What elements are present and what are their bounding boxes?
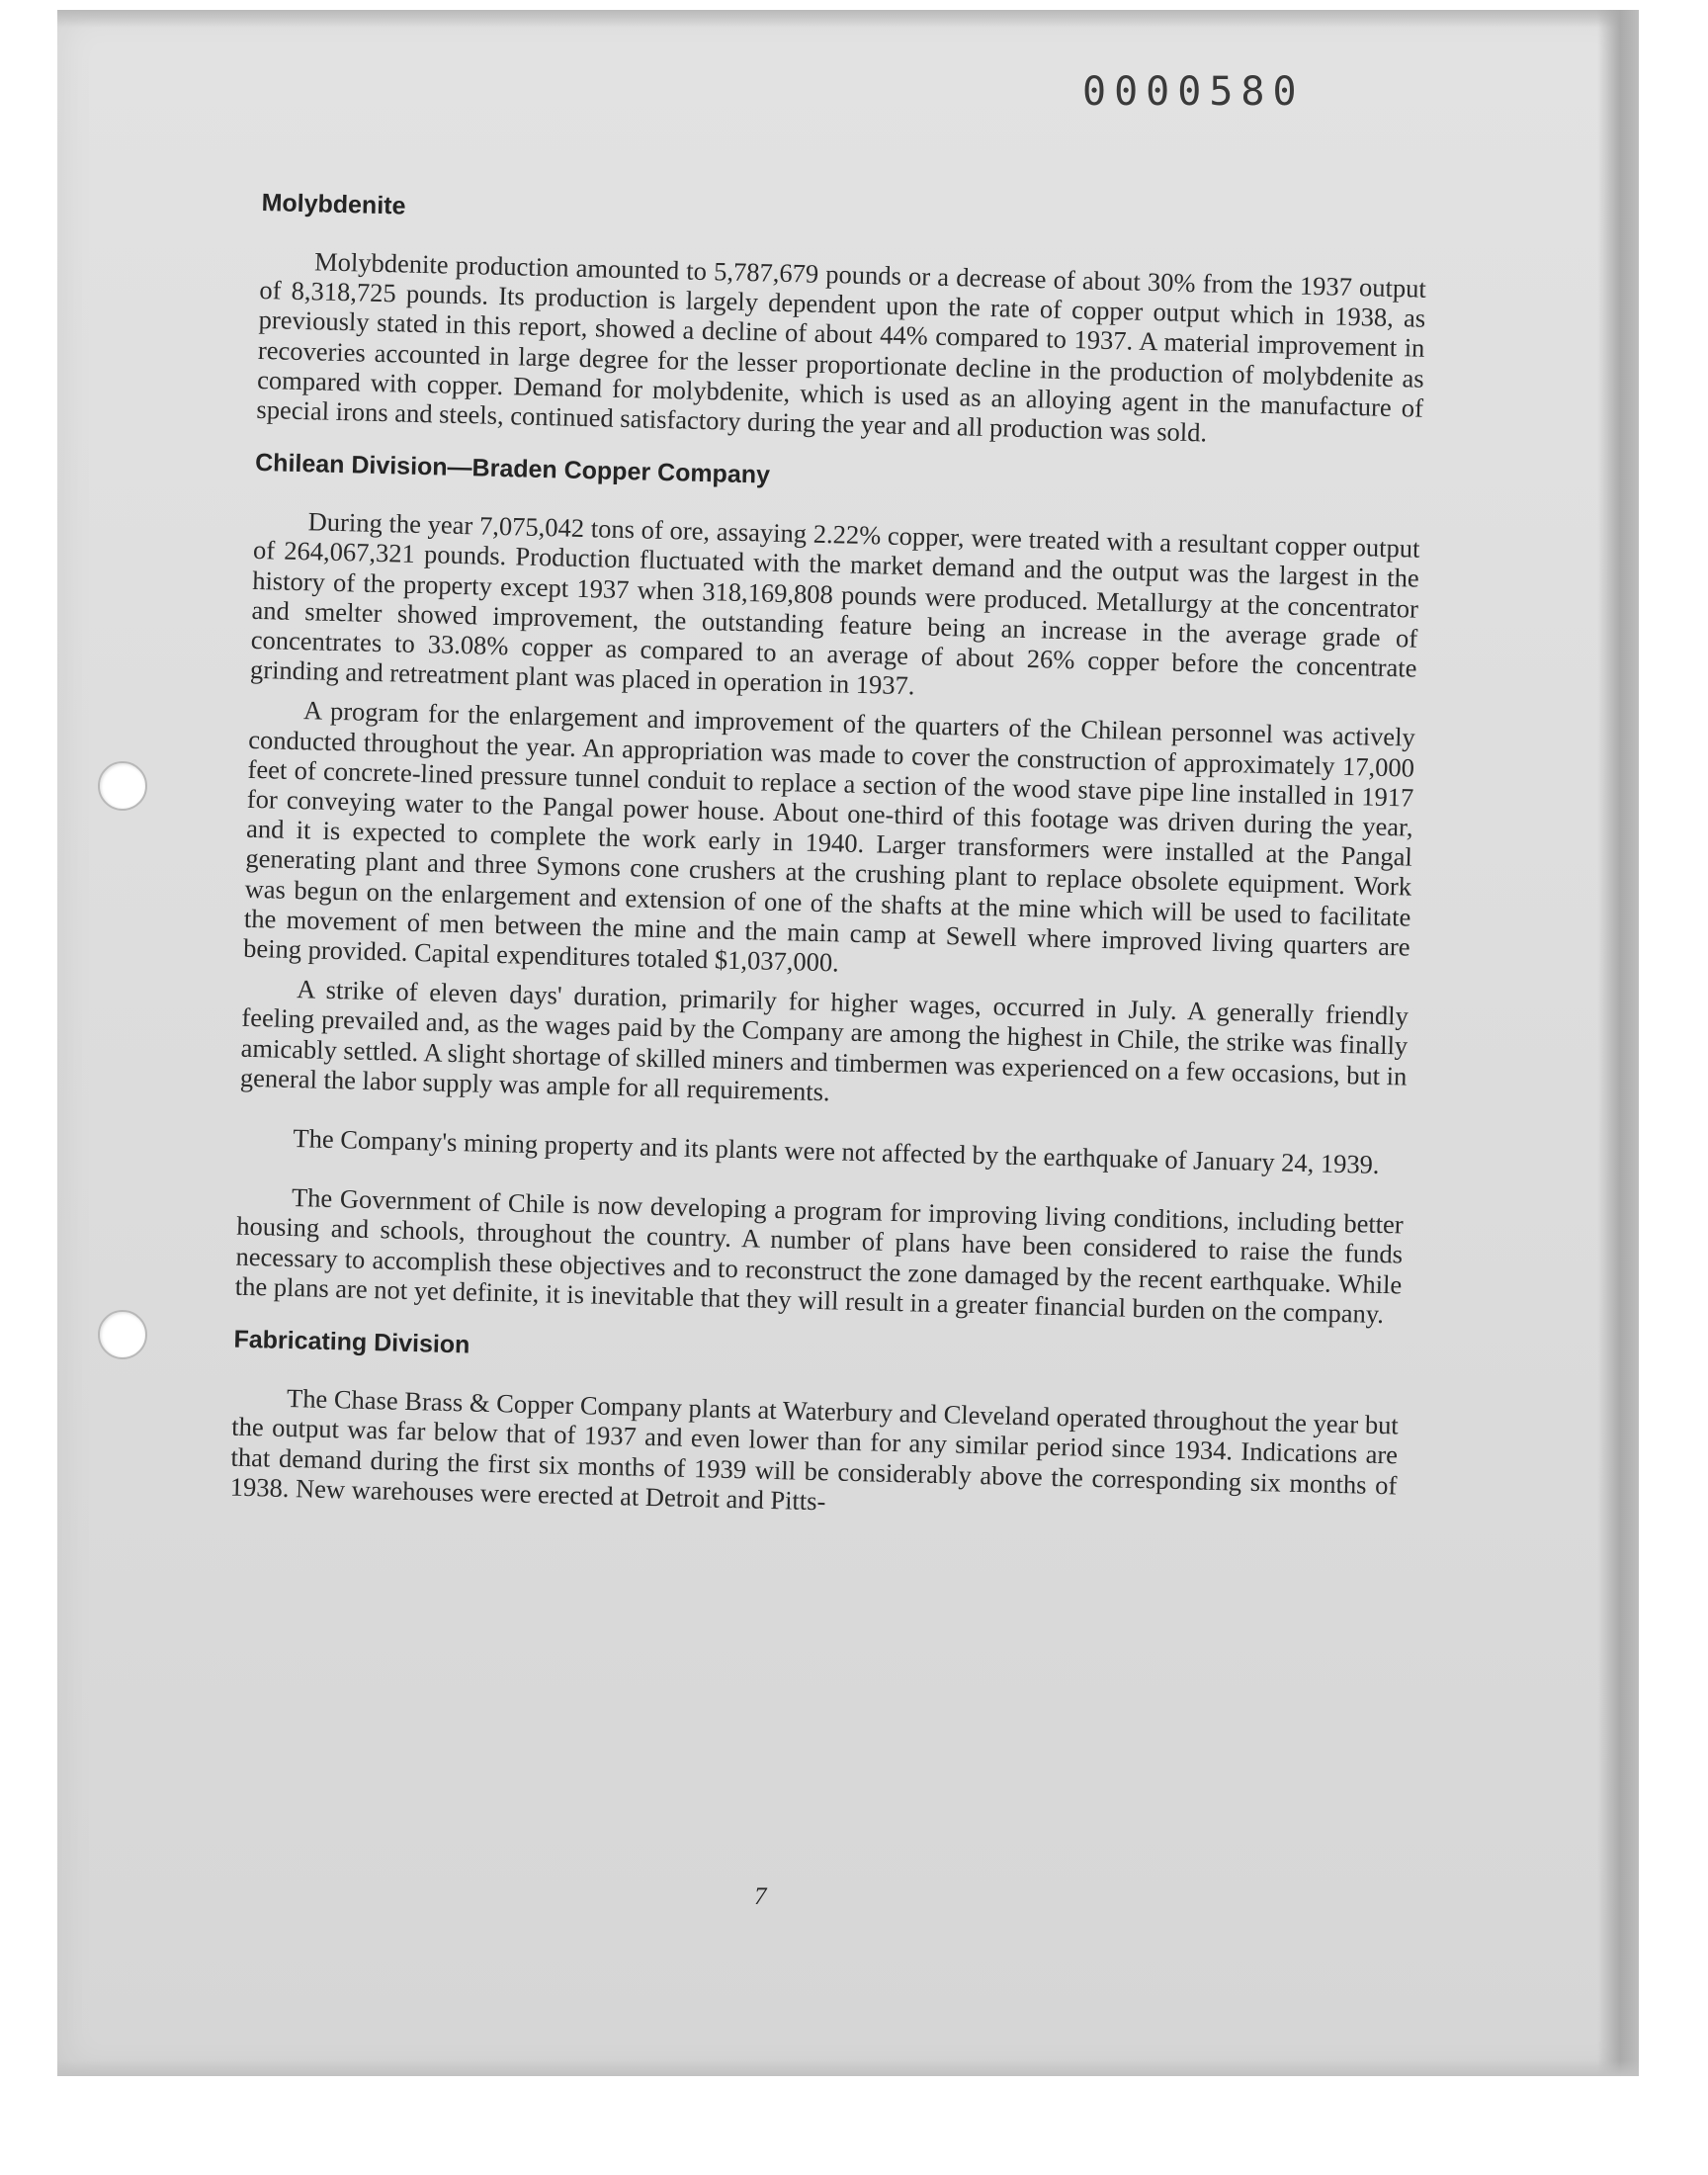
- binder-hole-icon: [98, 1310, 147, 1359]
- section-heading-chilean-division: Chilean Division—Braden Copper Company: [254, 449, 771, 489]
- section-heading-fabricating-division: Fabricating Division: [233, 1325, 470, 1359]
- paragraph: A program for the enlargement and improvement of the quarters of the Chilean personnel was actively conducted throughout the year. An appropriation was made to cover the construction of approximately 17,000 feet of concrete-lined pressure tunnel conduit to replace a section of the wood stave pipe line installed in 1917 for conveying water to the Pangal power house. About one-third of this footage was driven during the year, and it is expected to complete the work early in 1940. Larger transformers were installed at the Pangal generating plant and three Symons cone crushers at the crushing plant to replace obsolete equipment. Work was begun on the enlargement and extension of one of the shafts at the mine which will be used to facilitate the movement of men between the mine and the main camp at Sewell where improved living quarters are being provided. Capital expenditures totaled $1,037,000.: [242, 695, 1416, 978]
- page-body: [230, 188, 1428, 1529]
- paragraph: A strike of eleven days' duration, primarily for higher wages, occurred in July. A generally friendly feeling prevailed and, as the wages paid by the Company are among the highest in Chile, the strike was finally amicably settled. A slight shortage of skilled miners and timbermen was experienced on a few occasions, but in general the labor supply was ample for all requirements.: [239, 974, 1409, 1107]
- page-right-edge-shadow: [1597, 10, 1639, 2076]
- paragraph: The Chase Brass & Copper Company plants at Waterbury and Cleveland operated throughout the year but the output was far below that of 1937 and even lower than for any similar period since 1934. Indications are that demand during the first six months of 1939 will be considerably above the corresponding six months of 1938. New warehouses were erected at Detroit and Pitts-: [229, 1383, 1400, 1517]
- paragraph: Molybdenite production amounted to 5,787,679 pounds or a decrease of about 30% from the 1937 output of 8,318,725 pounds. Its production is largely dependent upon the rate of copper output which in 1938, as previously stated in this report, showed a decline of about 44% compared to 1937. A material improvement in recoveries accounted in large degree for the lesser proportionate decline in the production of molybdenite as compared with copper. Demand for molybdenite, which is used as an alloying agent in the manufacture of special irons and steels, continued satisfactory during the year and all production was sold.: [256, 246, 1427, 448]
- binder-hole-icon: [98, 761, 147, 811]
- paragraph: The Government of Chile is now developing a program for improving living conditions, including better housing and schools, throughout the country. A number of plans have been considered to raise the funds necessary to accomplish these objectives and to reconstruct the zone damaged by the recent earthquake. While the plans are not yet definite, it is inevitable that they will result in a greater financial burden on the company.: [234, 1182, 1405, 1329]
- page-bottom-edge: [57, 2060, 1639, 2076]
- page-number: 7: [754, 1883, 767, 1910]
- page-top-edge: [57, 10, 1639, 28]
- paragraph: During the year 7,075,042 tons of ore, assaying 2.22% copper, were treated with a resultant copper output of 264,067,321 pounds. Production fluctuated with the market demand and the output was the largest in the history of the property except 1937 when 318,169,808 pounds were produced. Metallurgy at the concentrator and smelter showed improvement, the outstanding feature being an increase in the average grade of concentrates to 33.08% copper as compared to an average of about 26% copper before the concentrate grinding and retreatment plant was placed in operation in 1937.: [249, 506, 1420, 701]
- section-heading-molybdenite: Molybdenite: [261, 188, 406, 220]
- document-number: 0000580: [1082, 69, 1305, 115]
- paragraph: The Company's mining property and its plants were not affected by the earthquake of January 24, 1939.: [293, 1123, 1380, 1179]
